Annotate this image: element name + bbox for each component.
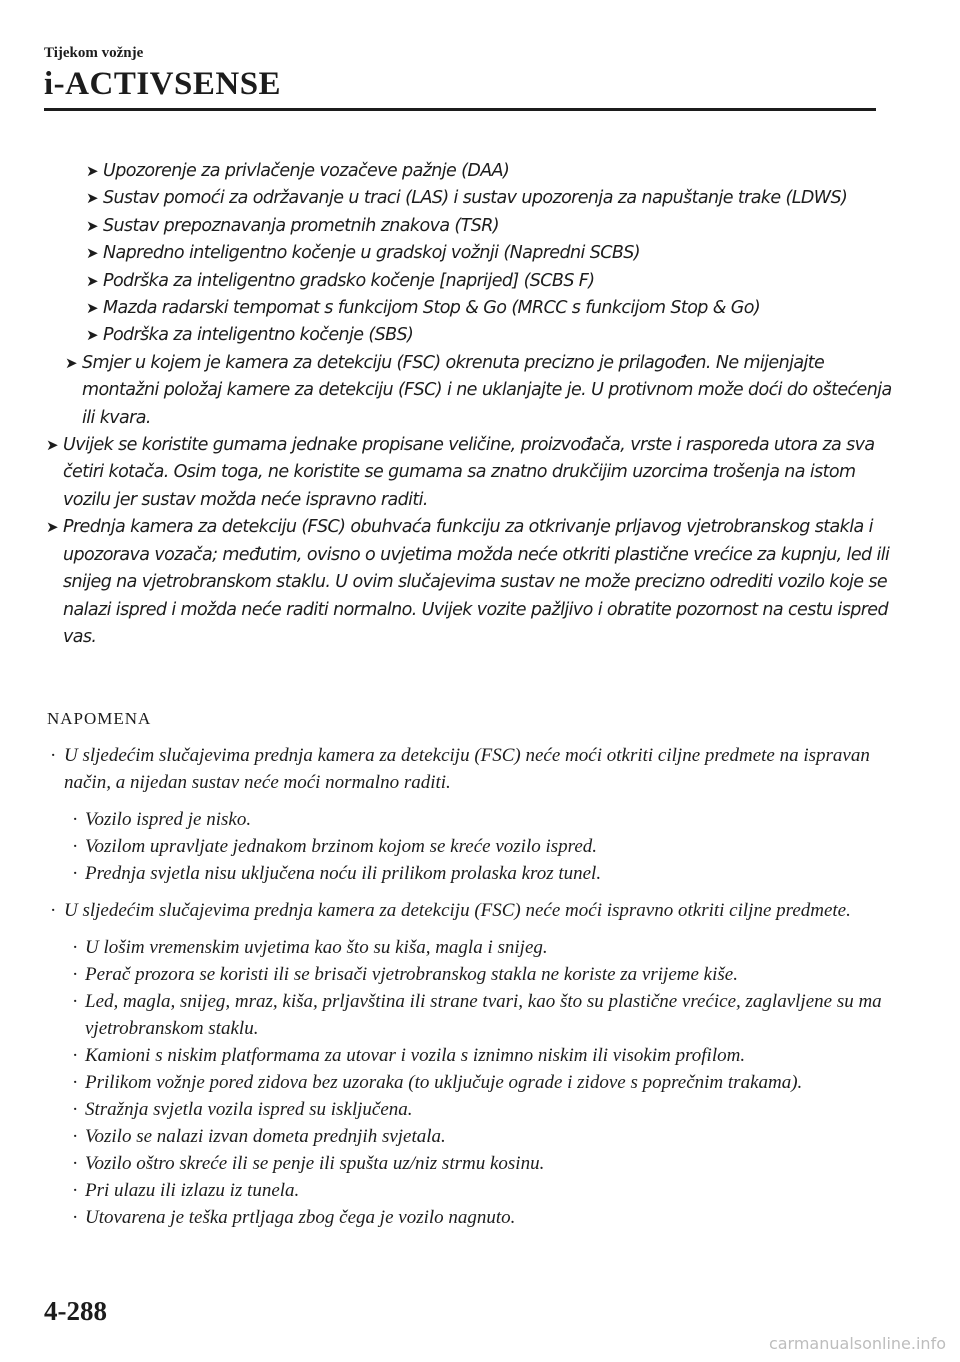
warning-item <box>0 185 900 212</box>
dot-bullet-icon: · <box>50 900 57 921</box>
warning-item <box>0 350 900 432</box>
page-number: 4-288 <box>44 1296 107 1326</box>
dot-bullet-icon: · <box>72 1072 79 1093</box>
warning-item <box>0 295 900 322</box>
note-text: Stražnja svjetla vozila ispred su isključena. <box>85 1099 413 1120</box>
note-item <box>0 988 900 1042</box>
note-heading: NAPOMENA <box>47 709 152 728</box>
note-text: Vozilo se nalazi izvan dometa prednjih svjetala. <box>85 1126 446 1147</box>
arrow-bullet-icon: ➤ <box>86 216 98 235</box>
note-text: Vozilo ispred je nisko. <box>85 809 252 830</box>
warning-item <box>0 158 900 185</box>
arrow-bullet-icon: ➤ <box>86 189 98 208</box>
note-item <box>0 961 900 988</box>
note-item <box>0 833 900 860</box>
note-item <box>0 1042 900 1069</box>
page-header <box>44 44 876 102</box>
watermark-link[interactable]: carmanualsonline.info <box>768 1334 946 1353</box>
note-text: Prilikom vožnje pored zidova bez uzoraka (to uključuje ograde i zidove s poprečnim trakama). <box>85 1072 803 1093</box>
note-item <box>0 1096 900 1123</box>
dot-bullet-icon: · <box>72 836 79 857</box>
arrow-bullet-icon: ➤ <box>46 518 58 537</box>
warning-item <box>0 432 900 514</box>
note-text: Vozilom upravljate jednakom brzinom kojom se kreće vozilo ispred. <box>85 836 598 857</box>
dot-bullet-icon: · <box>72 1153 79 1174</box>
dot-bullet-icon: · <box>72 991 79 1012</box>
page-title: i-ACTIVSENSE <box>44 66 282 102</box>
note-item <box>0 1150 900 1177</box>
warning-text: Podrška za inteligentno kočenje (SBS) <box>103 325 414 346</box>
note-text: U lošim vremenskim uvjetima kao što su kiša, magla i snijeg. <box>85 937 548 958</box>
dot-bullet-icon: · <box>50 745 57 766</box>
note-text: Perač prozora se koristi ili se brisači vjetrobranskog stakla ne koriste za vrijeme kiše. <box>85 964 738 985</box>
note-text: U sljedećim slučajevima prednja kamera za detekciju (FSC) neće moći ispravno otkriti ciljne predmete. <box>64 900 851 921</box>
dot-bullet-icon: · <box>72 937 79 958</box>
note-item <box>0 1123 900 1150</box>
warning-text: Smjer u kojem je kamera za detekciju (FSC) okrenuta precizno je prilagođen. Ne mijenjajte montažni položaj kamere za detekciju (FSC) i ne uklanjajte je. U protivnom može doći do oštećenja ili kvara. <box>82 352 892 428</box>
note-text: Utovarena je teška prtljaga zbog čega je vozilo nagnuto. <box>85 1207 516 1228</box>
dot-bullet-icon: · <box>72 1207 79 1228</box>
warning-item <box>0 268 900 295</box>
note-item <box>0 860 900 887</box>
note-text: Led, magla, snijeg, mraz, kiša, prljavština ili strane tvari, kao što su plastične vrećice, zaglavljene su ma vjetrobranskom staklu. <box>85 991 882 1039</box>
warning-item <box>0 322 900 349</box>
note-text: Vozilo oštro skreće ili se penje ili spušta uz/niz strmu kosinu. <box>85 1153 545 1174</box>
dot-bullet-icon: · <box>72 1099 79 1120</box>
arrow-bullet-icon: ➤ <box>65 353 77 372</box>
note-text: U sljedećim slučajevima prednja kamera za detekciju (FSC) neće moći otkriti ciljne predmete na ispravan način, a nijedan sustav neće moći normalno raditi. <box>64 745 870 793</box>
header-divider <box>44 108 876 111</box>
note-item <box>0 806 900 833</box>
warning-text: Uvijek se koristite gumama jednake propisane veličine, proizvođača, vrste i rasporeda utora za sva četiri kotača. Osim toga, ne koristite se gumama sa znatno drukčijim uzorcima trošenja na istom vozilu jer sustav možda neće ispravno raditi. <box>63 435 875 510</box>
note-item <box>0 1204 900 1231</box>
arrow-bullet-icon: ➤ <box>46 436 58 455</box>
note-item <box>0 742 900 796</box>
dot-bullet-icon: · <box>72 1126 79 1147</box>
dot-bullet-icon: · <box>72 1045 79 1066</box>
arrow-bullet-icon: ➤ <box>86 271 98 290</box>
dot-bullet-icon: · <box>72 964 79 985</box>
note-item <box>0 897 900 924</box>
warning-list <box>0 158 900 651</box>
section-title: Tijekom vožnje <box>44 45 144 61</box>
dot-bullet-icon: · <box>72 1180 79 1201</box>
note-text: Pri ulazu ili izlazu iz tunela. <box>85 1180 300 1201</box>
warning-text: Upozorenje za privlačenje vozačeve pažnje (DAA) <box>103 161 510 181</box>
note-item <box>0 1069 900 1096</box>
warning-text: Napredno inteligentno kočenje u gradskoj vožnji (Napredni SCBS) <box>103 243 640 264</box>
warning-item <box>0 514 900 651</box>
warning-item <box>0 213 900 240</box>
arrow-bullet-icon: ➤ <box>86 162 98 180</box>
warning-text: Prednja kamera za detekciju (FSC) obuhvaća funkciju za otkrivanje prljavog vjetrobranskog stakla i upozorava vozača; međutim, ovisno o uvjetima možda neće otkriti plastične vrećice za kupnju, led ili snijeg na vjetrobranskom staklu. U ovim slučajevima sustav ne može precizno odrediti vozilo koje se nalazi ispred i možda neće raditi normalno. Uvijek vozite pažljivo i obratite pozornost na cestu ispred vas. <box>63 517 890 647</box>
note-item <box>0 1177 900 1204</box>
arrow-bullet-icon: ➤ <box>86 326 98 345</box>
arrow-bullet-icon: ➤ <box>86 299 98 318</box>
note-text: Kamioni s niskim platformama za utovar i vozila s iznimno niskim ili visokim profilom. <box>85 1045 746 1066</box>
dot-bullet-icon: · <box>72 809 79 830</box>
warning-text: Sustav pomoći za održavanje u traci (LAS) i sustav upozorenja za napuštanje trake (LDWS) <box>103 188 848 209</box>
arrow-bullet-icon: ➤ <box>86 244 98 263</box>
warning-text: Sustav prepoznavanja prometnih znakova (TSR) <box>103 215 500 236</box>
note-item <box>0 934 900 961</box>
warning-text: Mazda radarski tempomat s funkcijom Stop & Go (MRCC s funkcijom Stop & Go) <box>103 298 761 319</box>
note-text: Prednja svjetla nisu uključena noću ili prilikom prolaska kroz tunel. <box>85 863 602 884</box>
warning-item <box>0 240 900 267</box>
warning-text: Podrška za inteligentno gradsko kočenje [naprijed] (SCBS F) <box>103 270 595 291</box>
note-list <box>0 742 900 1231</box>
dot-bullet-icon: · <box>72 863 79 884</box>
